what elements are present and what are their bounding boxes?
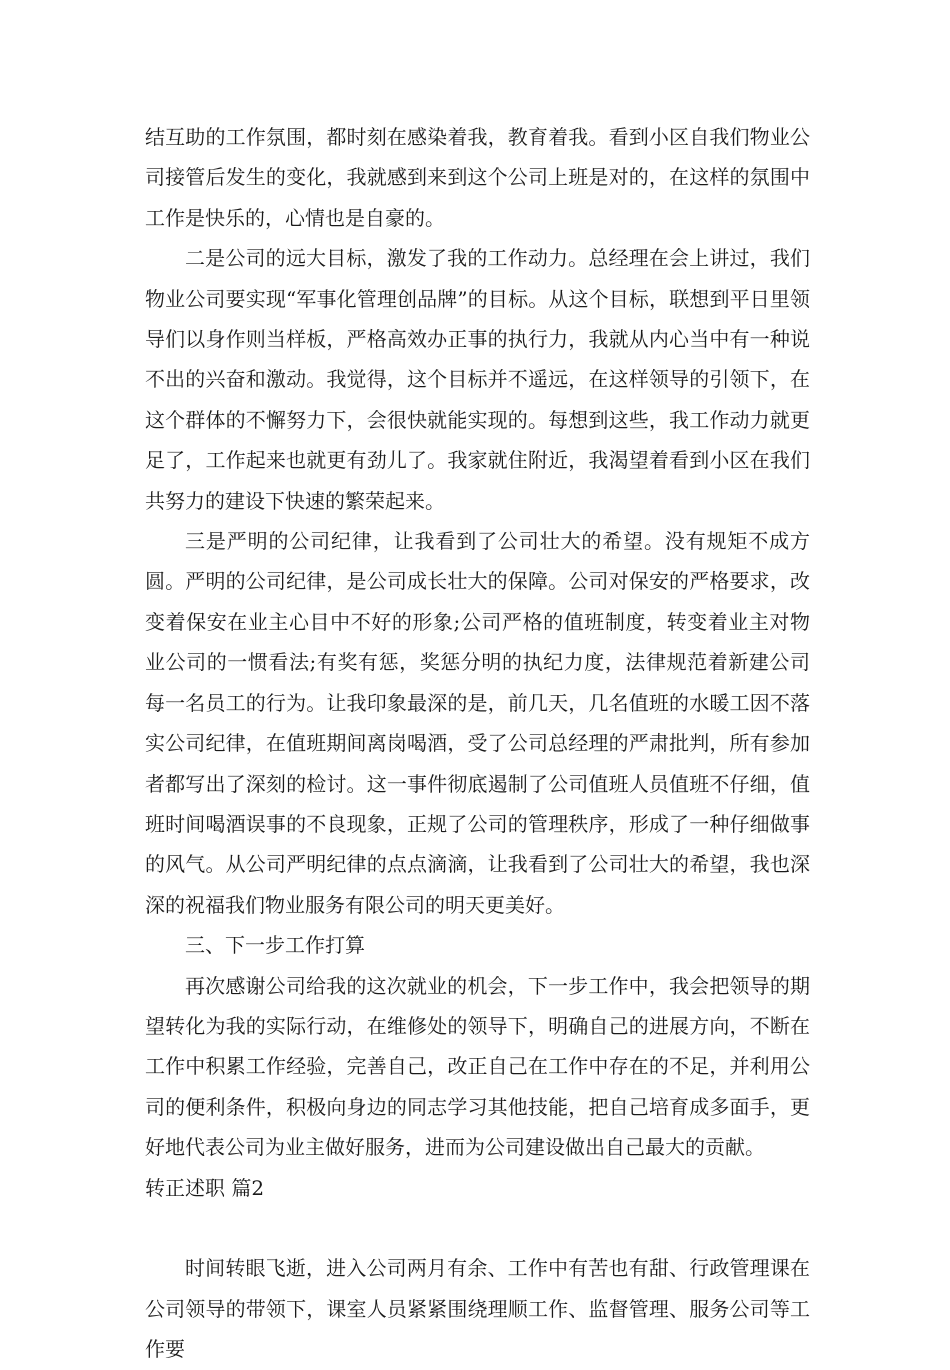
paragraph-next-steps: 再次感谢公司给我的这次就业的机会，下一步工作中，我会把领导的期望转化为我的实际行动，在维修处的领导下，明确自己的进展方向，不断在工作中积累工作经验，完善自己，改正自己在工作中存在的不足，并利用公司的便利条件，积极向身边的同志学习其他技能，把自己培育成多面手，更好地代表公司为业主做好服务，进而为公司建设做出自己最大的贡献。 <box>145 973 810 1160</box>
paragraph-discipline: 三是严明的公司纪律，让我看到了公司壮大的希望。没有规矩不成方圆。严明的公司纪律，是公司成长壮大的保障。公司对保安的严格要求，改变着保安在业主心目中不好的形象;公司严格的值班制度，转变着业主对物业公司的一惯看法;有奖有惩，奖惩分明的执纪力度，法律规范着新建公司每一名员工的行为。让我印象最深的是，前几天，几名值班的水暖工因不落实公司纪律，在值班期间离岗喝酒，受了公司总经理的严肃批判，所有参加者都写出了深刻的检讨。这一事件彻底遏制了公司值班人员值班不仔细，值班时间喝酒误事的不良现象，正规了公司的管理秩序，形成了一种仔细做事的风气。从公司严明纪律的点点滴滴，让我看到了公司壮大的希望，我也深深的祝福我们物业服务有限公司的明天更美好。 <box>145 529 810 917</box>
paragraph-goal: 二是公司的远大目标，激发了我的工作动力。总经理在会上讲过，我们物业公司要实现“军事化管理创品牌”的目标。从这个目标，联想到平日里领导们以身作则当样板，严格高效办正事的执行力，我就从内心当中有一种说不出的兴奋和激动。我觉得，这个目标并不遥远，在这样领导的引领下，在这个群体的不懈努力下，会很快就能实现的。每想到这些，我工作动力就更足了，工作起来也就更有劲儿了。我家就住附近，我渴望着看到小区在我们共努力的建设下快速的繁荣起来。 <box>145 246 810 513</box>
paragraph-part2-intro: 时间转眼飞逝，进入公司两月有余、工作中有苦也有甜、行政管理课在公司领导的带领下，课室人员紧紧围绕理顺工作、监督管理、服务公司等工作要 <box>145 1256 810 1362</box>
paragraph-continued: 结互助的工作氛围，都时刻在感染着我，教育着我。看到小区自我们物业公司接管后发生的变化，我就感到来到这个公司上班是对的，在这样的氛围中工作是快乐的，心情也是自豪的。 <box>145 125 810 230</box>
blank-line <box>145 1208 810 1248</box>
section-title-part2: 转正述职 篇2 <box>145 1175 265 1200</box>
section-heading-next-steps: 三、下一步工作打算 <box>185 933 365 958</box>
document-body <box>145 117 810 1370</box>
